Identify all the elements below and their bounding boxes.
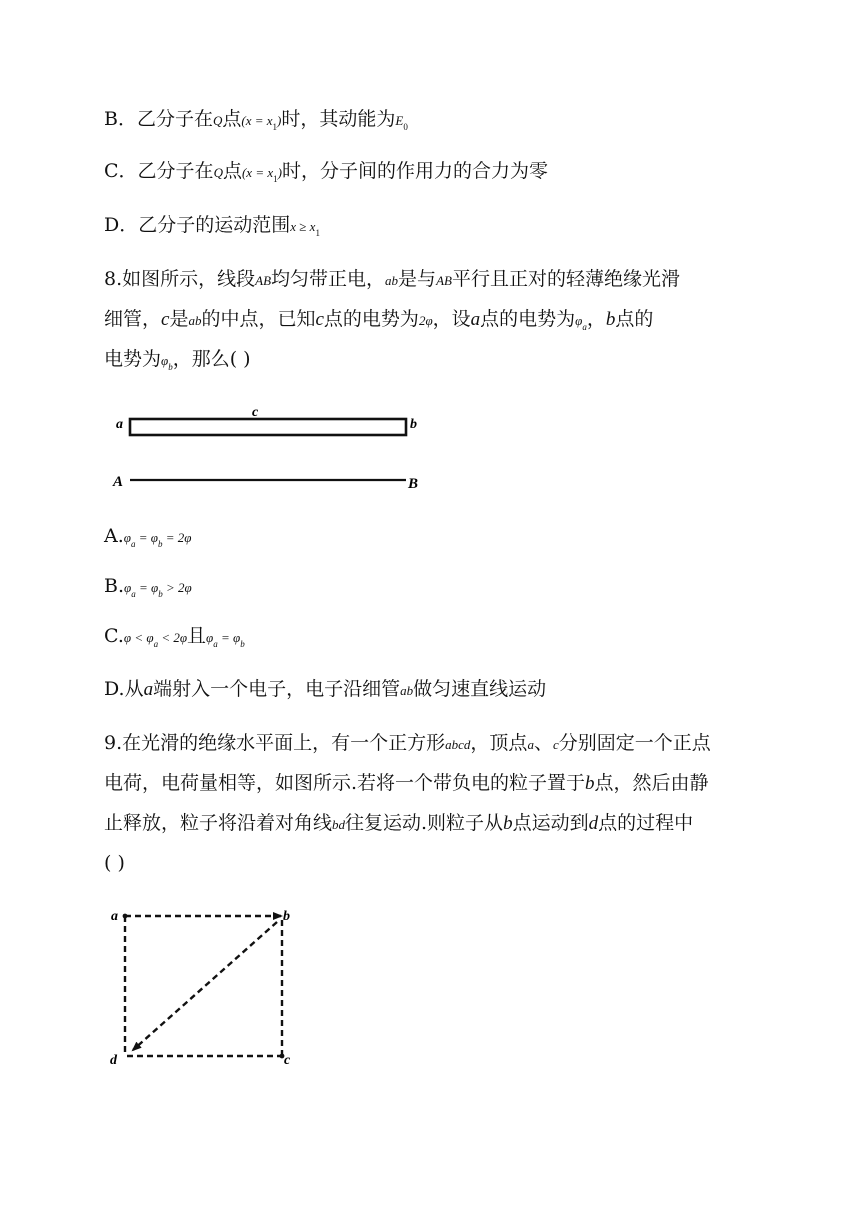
q8-stem-line-1: 8.如图所示，线段AB均匀带正电，ab是与AB平行且正对的轻薄绝缘光滑	[104, 268, 680, 290]
label-c: c	[252, 405, 259, 420]
q9-figure	[105, 900, 305, 1072]
label-a: a	[111, 909, 118, 924]
q8-option-d: D.从a端射入一个电子，电子沿细管ab做匀速直线运动	[104, 678, 547, 700]
q8-stem-line-3: 电势为$\varphi_b$，那么( )	[104, 348, 251, 372]
q9-stem-line-4: ( )	[104, 852, 125, 874]
q8-stem-line-2: 细管，c是ab的中点，已知c点的电势为2φ，设a点的电势为$\varphi_a$，b点的	[104, 308, 654, 332]
label-B: B	[408, 476, 419, 492]
q9-stem-line-1: 9.在光滑的绝缘水平面上，有一个正方形abcd，顶点a、c分别固定一个正点	[104, 732, 711, 754]
q9-stem-line-3: 止释放，粒子将沿着对角线bd往复运动.则粒子从b点运动到d点的过程中	[104, 812, 694, 834]
label-a: a	[116, 417, 123, 432]
q8-figure	[110, 400, 430, 495]
label-c: c	[284, 1053, 291, 1068]
q8-option-c: $C.\varphi < \varphi_a < 2\varphi$且$\varphi_a = \varphi_b$	[104, 625, 245, 649]
label-A: A	[113, 474, 124, 490]
label-b: b	[283, 909, 290, 924]
q9-stem-line-2: 电荷，电荷量相等，如图所示.若将一个带负电的粒子置于b点，然后由静	[104, 772, 709, 794]
q7-option-c: C．乙分子在Q点$(x = x_1)$时，分子间的作用力的合力为零	[104, 160, 548, 184]
q7-option-b: B．乙分子在Q点$(x = x_1)$时，其动能为$E_0$	[104, 108, 408, 132]
q7-option-d: D．乙分子的运动范围$x \ge x_1$	[104, 214, 320, 238]
tube-ab	[130, 419, 406, 435]
q8-option-a: $A.\varphi_a = \varphi_b = 2\varphi$	[104, 525, 192, 549]
point-a	[123, 914, 128, 919]
label-b: b	[410, 417, 417, 432]
q8-option-b: $B.\varphi_a = \varphi_b > 2\varphi$	[104, 575, 192, 599]
label-d: d	[110, 1053, 117, 1068]
